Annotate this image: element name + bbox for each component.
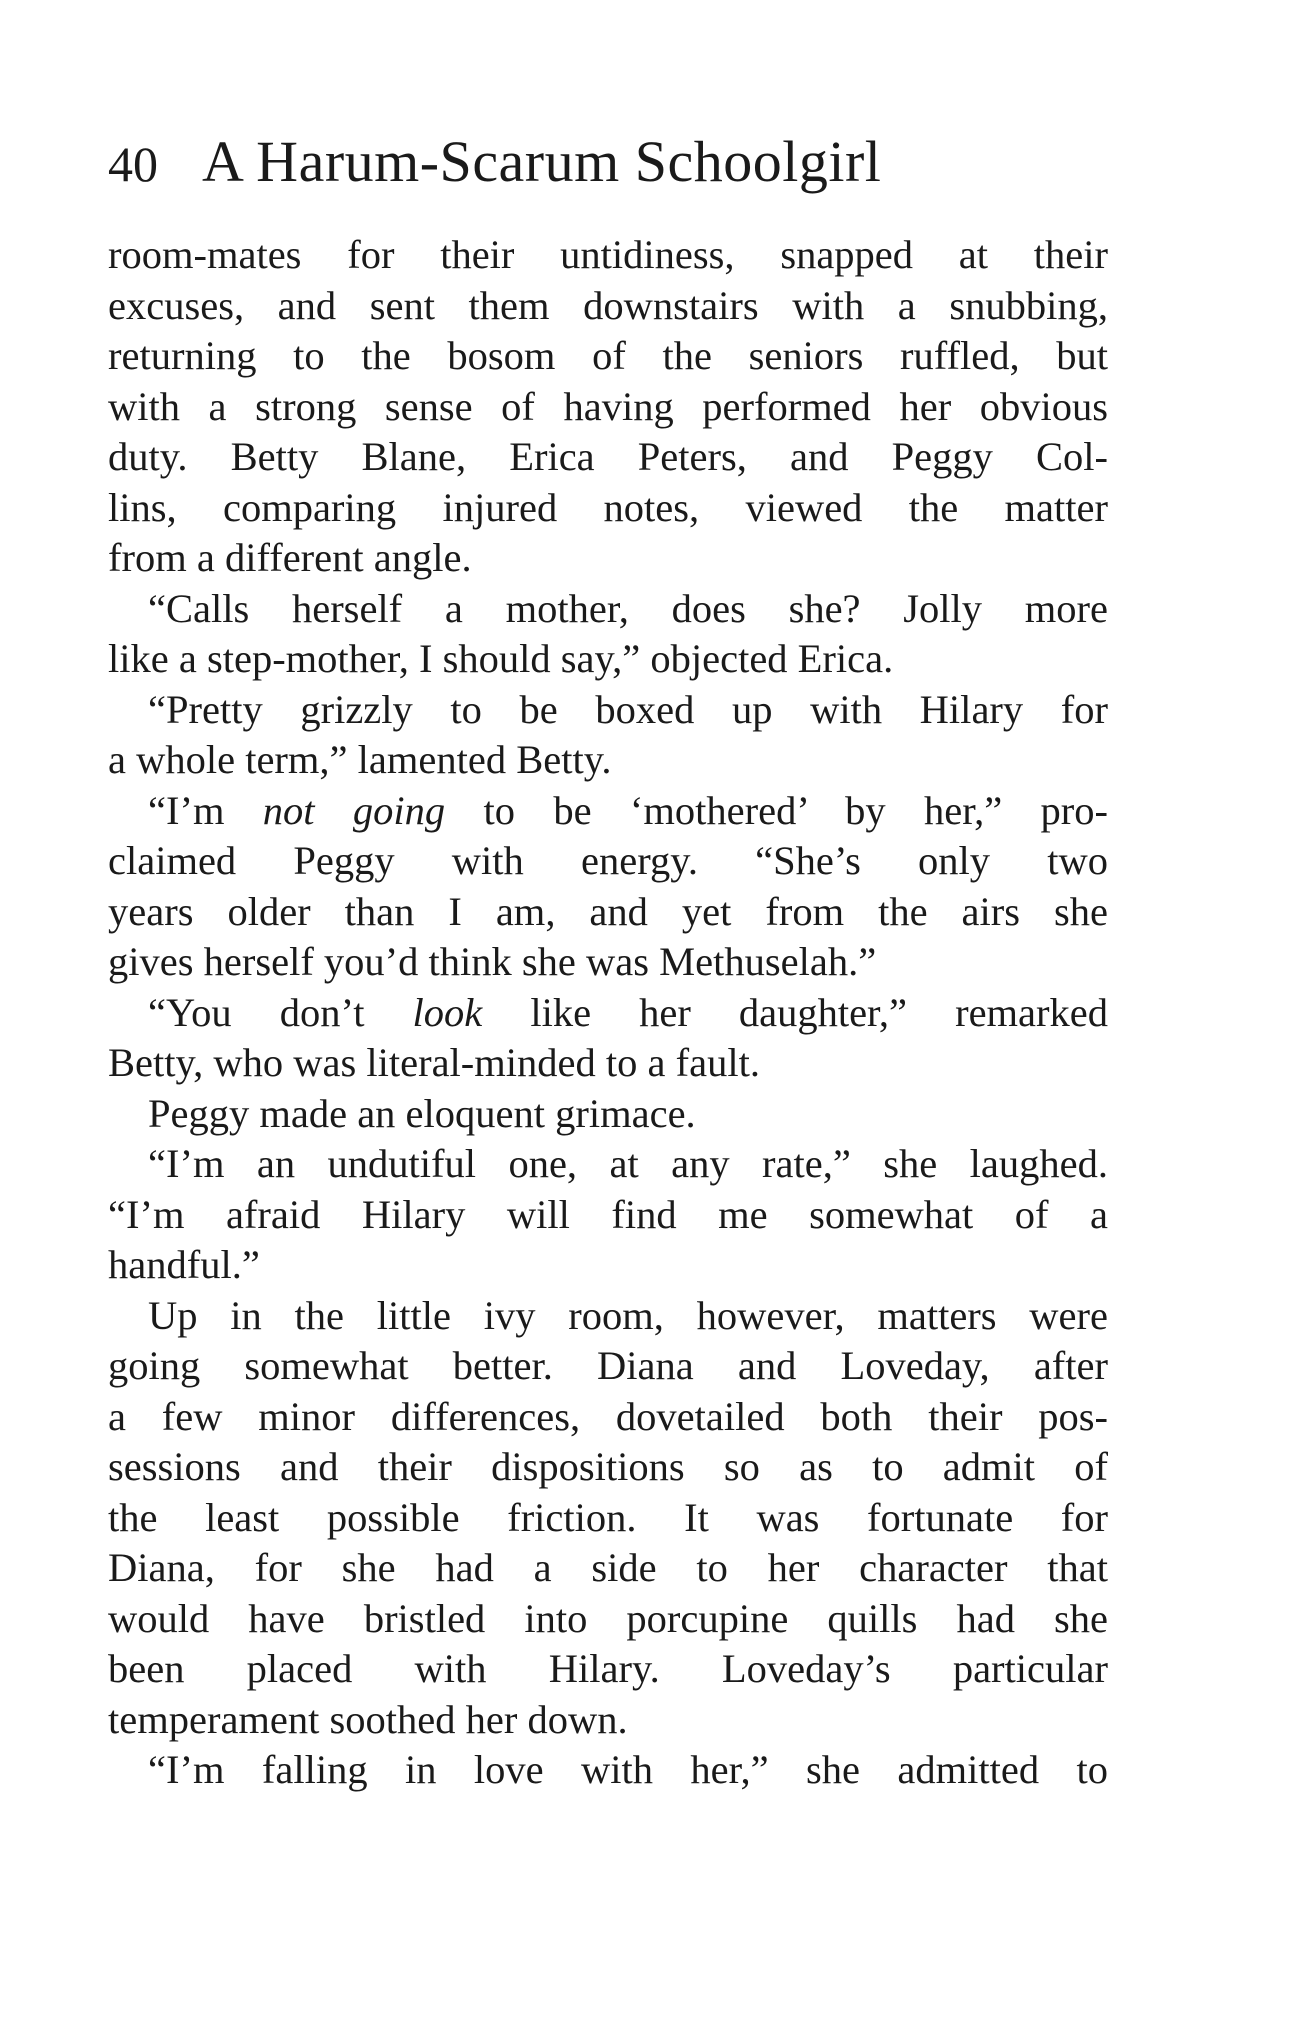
text-line: like a step-mother, I should say,” objected Erica. [108,636,894,681]
text-line: Diana, for she had a side to her character that [108,1545,1108,1590]
text-line: a whole term,” lamented Betty. [108,737,612,782]
text-line: Peggy made an eloquent grimace. [148,1090,696,1136]
text-line: “I’m an undutiful one, at any rate,” she laughed. [148,1141,1108,1186]
italic-emphasis: look [412,989,483,1035]
text-line: “I’m falling in love with her,” she admitted to [148,1747,1108,1792]
text-line: excuses, and sent them downstairs with a snubbing, [108,282,1108,328]
running-header [108,128,881,195]
text-line: handful.” [108,1242,260,1287]
text-line: Betty, who was literal-minded to a fault. [108,1040,760,1085]
text-line: would have bristled into porcupine quills had she [108,1595,1108,1641]
text-line: from a different angle. [108,535,472,580]
text-line: claimed Peggy with energy. “She’s only two [108,838,1108,883]
text-line: duty. Betty Blane, Erica Peters, and Peggy Col- [108,434,1108,479]
text-line: with a strong sense of having performed her obvious [108,383,1108,429]
text-line: “I’m afraid Hilary will find me somewhat of a [108,1191,1108,1237]
line-part: like her daughter,” remarked [482,989,1108,1035]
text-line: lins, comparing injured notes, viewed the matter [108,484,1108,530]
text-line [108,786,1108,837]
text-line: a few minor differences, dovetailed both their pos- [108,1393,1108,1439]
line-part: to be ‘mothered’ by her,” pro- [445,787,1108,833]
text-line: temperament soothed her down. [108,1696,628,1742]
text-line: “Calls herself a mother, does she? Jolly more [148,585,1108,631]
text-line: been placed with Hilary. Loveday’s particular [108,1646,1108,1691]
text-line: going somewhat better. Diana and Loveday, after [108,1343,1108,1388]
italic-emphasis: not going [262,787,446,833]
text-line: sessions and their dispositions so as to admit of [108,1444,1108,1489]
text-line: Up in the little ivy room, however, matters were [148,1292,1108,1338]
text-line: the least possible friction. It was fortunate for [108,1494,1108,1540]
text-line: “Pretty grizzly to be boxed up with Hilary for [148,686,1108,732]
line-part: “I’m [148,787,263,833]
page-number: 40 [108,136,158,192]
line-part: “You don’t [148,989,413,1035]
body-text [108,230,1108,1796]
text-line: gives herself you’d think she was Methuselah.” [108,939,877,984]
text-line: returning to the bosom of the seniors ruffled, but [108,333,1108,378]
text-line: room-mates for their untidiness, snapped at their [108,232,1108,277]
text-line [108,988,1108,1039]
text-line: years older than I am, and yet from the airs she [108,888,1108,934]
running-title: A Harum-Scarum Schoolgirl [202,129,882,194]
